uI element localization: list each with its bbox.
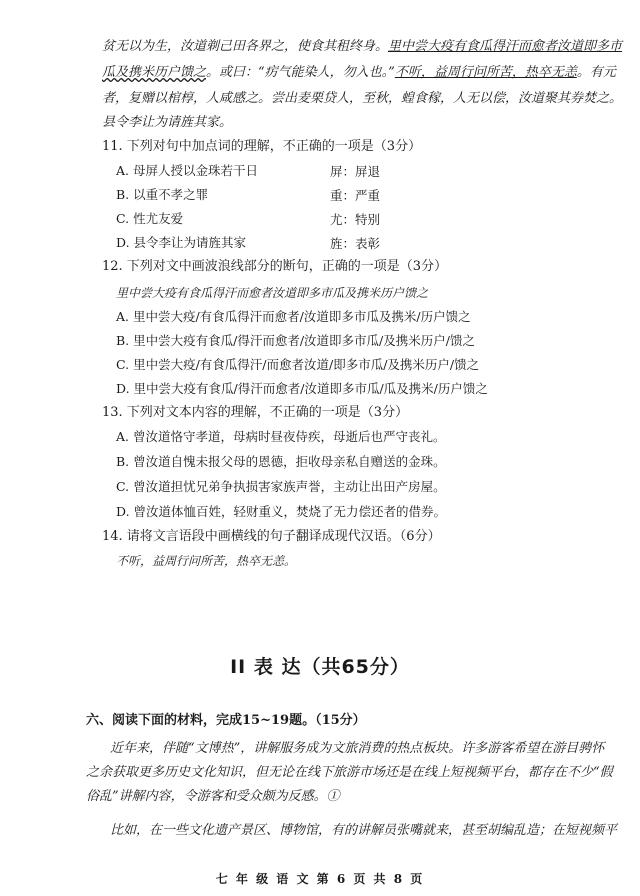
passage-line-4: 县令李让为请旌其家。: [102, 115, 233, 130]
q11-option-a-term: 屏：屏退: [330, 164, 381, 179]
q14-stem: 14. 请将文言语段中画横线的句子翻译成现代汉语。（6分）: [102, 529, 441, 544]
section-heading: 六、阅读下面的材料，完成15~19题。（15分）: [86, 713, 366, 728]
passage-line-1: [102, 38, 622, 56]
q12-quote: 里中尝大疫有食瓜得汗而愈者汝道即多市瓜及携米历户馈之: [116, 286, 429, 300]
underlined-wavy-1: 里中尝大疫有食瓜得汗而愈者汝道即多市: [388, 39, 623, 54]
q11-option-b-term: 重：严重: [330, 188, 381, 203]
q12-option-b: B. 里中尝大疫有食瓜/得汗而愈者/汝道即多市瓜/及携米历户/馈之: [116, 333, 475, 348]
passage-line-1a: 贫无以为生，汝道剃己田各界之，使食其租终身。: [102, 39, 389, 54]
q11-option-d: D. 县令李让为请旌其家: [116, 235, 247, 250]
q13-option-c: C. 曾汝道担忧兄弟争执损害家族声誉，主动让出田产房屋。: [116, 479, 446, 494]
q12-option-c: C. 里中尝大疫/有食瓜得汗/而愈者汝道/即多市瓜/及携米历户/馈之: [116, 357, 480, 372]
passage-line-3: 者，复赠以棺椁，人咸感之。尝出麦栗贷人，至秋，蝗食稼，人无以偿，汝道聚其券焚之。: [102, 91, 623, 106]
q11-option-d-term: 旌：表彰: [330, 236, 381, 251]
q14-sentence: 不听，益周行问所苦，热卒无恙。: [116, 554, 297, 568]
q11-option-a: A. 母屏人授以金珠若干日: [116, 163, 258, 178]
q13-option-d: D. 曾汝道体恤百姓，轻财重义，焚烧了无力偿还者的借券。: [116, 504, 447, 519]
q12-option-a: A. 里中尝大疫/有食瓜得汗而愈者/汝道即多市瓜及携米/历户馈之: [116, 309, 471, 324]
wavy-segment-2: 瓜及携米历户馈之: [102, 65, 207, 80]
q11-option-b: B. 以重不孝之罪: [116, 187, 209, 202]
q13-option-b: B. 曾汝道自愧未报父母的恩德，拒收母亲私自赠送的金珠。: [116, 454, 446, 469]
material-line-1: 近年来，伴随“文博热”，讲解服务成为文旅消费的热点板块。许多游客希望在游目骋怀: [110, 741, 605, 756]
material-line-3: 俗乱”讲解内容，令游客和受众颇为反感。①: [86, 789, 340, 804]
passage-line-2d: 。有元: [576, 65, 616, 80]
q11-stem: 11. 下列对句中加点词的理解，不正确的一项是（3分）: [102, 139, 422, 154]
material-line-2: 之余获取更多历史文化知识，但无论在线下旅游市场还是在线上短视频平台，都存在不少“假: [86, 765, 613, 780]
material-line-4: 比如，在一些文化遗产景区、博物馆，有的讲解员张嘴就来，甚至胡编乱造；在短视频平: [110, 823, 618, 838]
q13-stem: 13. 下列对文本内容的理解，不正确的一项是（3分）: [102, 405, 409, 420]
q11-option-c-term: 尤：特别: [330, 212, 381, 227]
q11-option-c: C. 性尤友爱: [116, 211, 184, 226]
page-footer: 七 年 级 语 文 第 6 页 共 8 页: [215, 872, 425, 886]
q12-option-d: D. 里中尝大疫有食瓜/得汗而愈者/汝道即多市瓜/瓜及携米/历户馈之: [116, 381, 488, 396]
passage-line-2b: 。或曰：“疠气能染人，勿入也。”: [206, 65, 395, 80]
q13-option-a: A. 曾汝道恪守孝道，母病时昼夜侍疾，母逝后也严守丧礼。: [116, 429, 446, 444]
q12-stem: 12. 下列对文中画波浪线部分的断句，正确的一项是（3分）: [102, 259, 448, 274]
passage-line-2: [102, 64, 616, 82]
section-title: II 表 达（共65分）: [230, 656, 410, 678]
underlined-sentence: 不听，益周行问所苦，热卒无恙: [394, 65, 577, 80]
